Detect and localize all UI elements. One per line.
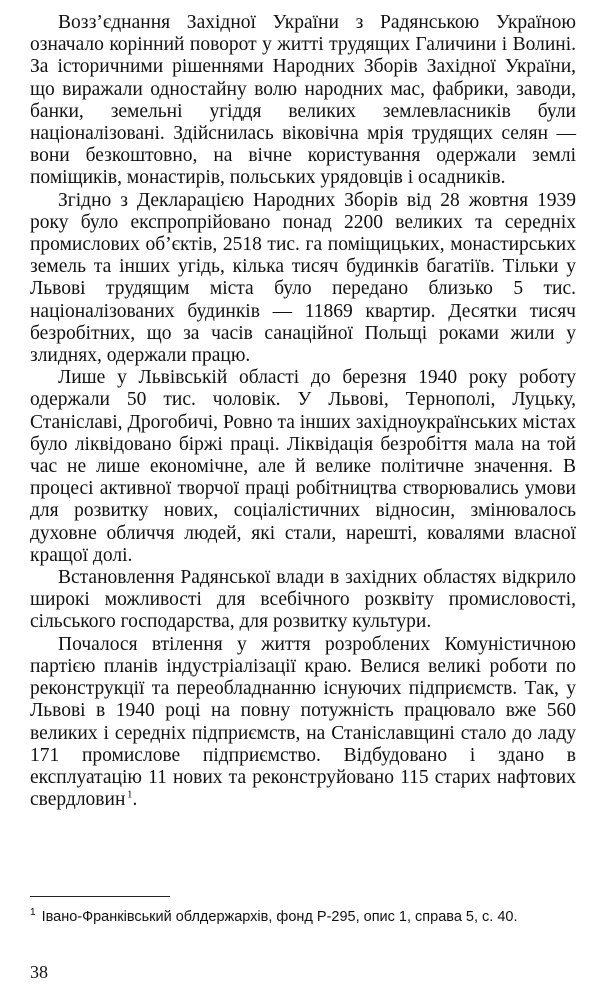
footnote-divider (30, 896, 170, 897)
footnote-reference: 1 (127, 788, 133, 801)
paragraph-3: Лише у Львівській області до березня 1940 року роботу одержали 50 тис. чоловік. У Львові, Тернополі, Луцьку, Станіславі, Дрогобичі, Ровно та інших західноукраїнських містах було ліквідовано біржі праці. Ліквідація безробіття мала на той час не лише економічне, але й велике політичне значення. В процесі активної творчої праці робітництва створювались умови для розвитку нових, соціалістичних відносин, змінювалось духовне обличчя людей, які стали, нарешті, ковалями власної кращої долі. (30, 367, 576, 566)
paragraph-4: Встановлення Радянської влади в західних областях відкрило широкі можливості для всебічного розквіту промисловості, сільського господарства, для розвитку культури. (30, 567, 576, 633)
footnote-marker: 1 (30, 907, 36, 919)
paragraph-5: Почалося втілення у життя розроблених Комуністичною партією планів індустріалізації краю. Велися великі роботи по реконструкції та переобладнанню існуючих підприємств. Так, у Львові в 1940 році на повну потужність працювало вже 560 великих і середніх підприємств, на Станіславщині стало до ладу 171 промислове підприємство. Відбудовано і здано в експлуатацію 11 нових та реконструйовано 115 старих нафтових свердловин $^1$. (30, 633, 576, 811)
page-number: 38 (30, 962, 48, 982)
paragraph-5-text: Почалося втілення у життя розроблених Комуністичною партією планів індустріалізації краю. Велися великі роботи по реконструкції та переобладнанню існуючих підприємств. Так, у Львові в 1940 році на повну потужність працювало вже 560 великих і середніх підприємств, на Станіславщині стало до ладу 171 промислове підприємство. Відбудовано і здано в експлуатацію 11 нових та реконструйовано 115 старих нафтових свердловин (30, 633, 576, 811)
footnote-text: Івано-Франківський облдержархів, фонд Р-295, опис 1, справа 5, с. 40. (41, 909, 518, 925)
paragraph-1: Возз’єднання Західної України з Радянською Україною означало корінний поворот у житті трудящих Галичини і Волині. За історичними рішеннями Народних Зборів Західної України, що виражали одностайну волю народних мас, фабрики, заводи, банки, земельні угіддя великих землевласників були націоналізовані. Здійснилась віковічна мрія трудящих селян — вони безкоштовно, на вічне користування одержали землі поміщиків, монастирів, польських урядовців і осадників. (30, 12, 576, 189)
paragraph-2: Згідно з Декларацією Народних Зборів від 28 жовтня 1939 року було експропрійовано понад 2200 великих та середніх промислових об’єктів, 2518 тис. га поміщицьких, монастирських земель та інших угідь, кілька тисяч будинків багатіїв. Тільки у Львові трудящим міста було передано близько 5 тис. націоналізованих будинків — 11869 квартир. Десятки тисяч безробітних, що за часів санаційної Польщі роками жили у злиднях, одержали працю. (30, 189, 576, 367)
footnote (30, 908, 576, 927)
body-text (30, 12, 576, 811)
